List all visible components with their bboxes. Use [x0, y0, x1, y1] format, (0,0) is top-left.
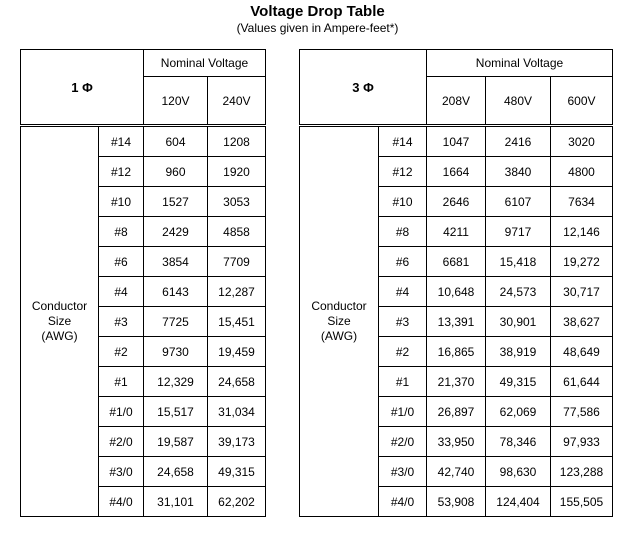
- conductor-size: #4/0: [379, 487, 427, 517]
- ampere-feet-value: 39,173: [208, 427, 266, 457]
- ampere-feet-value: 98,630: [486, 457, 551, 487]
- ampere-feet-value: 4800: [551, 157, 613, 187]
- ampere-feet-value: 960: [144, 157, 208, 187]
- ampere-feet-value: 30,717: [551, 277, 613, 307]
- conductor-size: #14: [379, 127, 427, 157]
- ampere-feet-value: 19,459: [208, 337, 266, 367]
- ampere-feet-value: 48,649: [551, 337, 613, 367]
- ampere-feet-value: 1920: [208, 157, 266, 187]
- ampere-feet-value: 6107: [486, 187, 551, 217]
- ampere-feet-value: 12,287: [208, 277, 266, 307]
- header-row: [21, 50, 266, 77]
- ampere-feet-value: 53,908: [427, 487, 486, 517]
- conductor-size: #8: [99, 217, 144, 247]
- ampere-feet-value: 3020: [551, 127, 613, 157]
- ampere-feet-value: 155,505: [551, 487, 613, 517]
- ampere-feet-value: 30,901: [486, 307, 551, 337]
- ampere-feet-value: 38,919: [486, 337, 551, 367]
- conductor-size: #2/0: [99, 427, 144, 457]
- ampere-feet-value: 604: [144, 127, 208, 157]
- ampere-feet-value: 24,658: [144, 457, 208, 487]
- ampere-feet-value: 49,315: [208, 457, 266, 487]
- three-phase-table: [299, 49, 613, 517]
- conductor-size: #4: [99, 277, 144, 307]
- ampere-feet-value: 123,288: [551, 457, 613, 487]
- phase-label: 3 Φ: [300, 50, 427, 125]
- ampere-feet-value: 7634: [551, 187, 613, 217]
- ampere-feet-value: 7709: [208, 247, 266, 277]
- conductor-size: #1/0: [99, 397, 144, 427]
- conductor-label-line: (AWG): [320, 329, 358, 343]
- conductor-label-line: Size: [47, 314, 72, 328]
- ampere-feet-value: 12,146: [551, 217, 613, 247]
- conductor-size: #4/0: [99, 487, 144, 517]
- conductor-size: #14: [99, 127, 144, 157]
- ampere-feet-value: 15,451: [208, 307, 266, 337]
- ampere-feet-value: 15,517: [144, 397, 208, 427]
- ampere-feet-value: 7725: [144, 307, 208, 337]
- header-row: [300, 50, 613, 77]
- ampere-feet-value: 1527: [144, 187, 208, 217]
- ampere-feet-value: 62,069: [486, 397, 551, 427]
- conductor-size: #3/0: [99, 457, 144, 487]
- ampere-feet-value: 24,658: [208, 367, 266, 397]
- page-title: Voltage Drop Table: [250, 3, 385, 20]
- ampere-feet-value: 33,950: [427, 427, 486, 457]
- conductor-size-label: [21, 127, 99, 517]
- conductor-label-line: (AWG): [41, 329, 78, 343]
- ampere-feet-value: 61,644: [551, 367, 613, 397]
- conductor-label-line: Conductor: [31, 299, 88, 313]
- table-row: [21, 127, 266, 157]
- conductor-size: #2: [99, 337, 144, 367]
- conductor-size: #3: [99, 307, 144, 337]
- conductor-size: #4: [379, 277, 427, 307]
- ampere-feet-value: 21,370: [427, 367, 486, 397]
- ampere-feet-value: 2646: [427, 187, 486, 217]
- ampere-feet-value: 16,865: [427, 337, 486, 367]
- ampere-feet-value: 124,404: [486, 487, 551, 517]
- single-phase-table: [20, 49, 266, 517]
- conductor-size: #8: [379, 217, 427, 247]
- voltage-header: 208V: [427, 77, 486, 125]
- ampere-feet-value: 62,202: [208, 487, 266, 517]
- ampere-feet-value: 10,648: [427, 277, 486, 307]
- ampere-feet-value: 31,101: [144, 487, 208, 517]
- ampere-feet-value: 12,329: [144, 367, 208, 397]
- conductor-size: #3: [379, 307, 427, 337]
- ampere-feet-value: 6143: [144, 277, 208, 307]
- three-phase-body: [300, 50, 613, 517]
- conductor-size: #2/0: [379, 427, 427, 457]
- ampere-feet-value: 9730: [144, 337, 208, 367]
- ampere-feet-value: 13,391: [427, 307, 486, 337]
- conductor-size: #2: [379, 337, 427, 367]
- ampere-feet-value: 2429: [144, 217, 208, 247]
- voltage-header: 240V: [208, 77, 266, 125]
- ampere-feet-value: 3854: [144, 247, 208, 277]
- ampere-feet-value: 15,418: [486, 247, 551, 277]
- ampere-feet-value: 78,346: [486, 427, 551, 457]
- phase-label: 1 Φ: [21, 50, 144, 125]
- voltage-header: 480V: [486, 77, 551, 125]
- single-phase-body: [21, 50, 266, 517]
- ampere-feet-value: 3053: [208, 187, 266, 217]
- conductor-size: #1: [379, 367, 427, 397]
- conductor-size: #10: [379, 187, 427, 217]
- conductor-label-line: Conductor: [311, 299, 367, 313]
- conductor-size: #6: [99, 247, 144, 277]
- ampere-feet-value: 26,897: [427, 397, 486, 427]
- conductor-size: #3/0: [379, 457, 427, 487]
- conductor-size: #12: [99, 157, 144, 187]
- ampere-feet-value: 4211: [427, 217, 486, 247]
- ampere-feet-value: 38,627: [551, 307, 613, 337]
- table-row: [300, 127, 613, 157]
- ampere-feet-value: 4858: [208, 217, 266, 247]
- ampere-feet-value: 1208: [208, 127, 266, 157]
- voltage-header: 120V: [144, 77, 208, 125]
- nominal-voltage-header: Nominal Voltage: [144, 50, 266, 77]
- ampere-feet-value: 31,034: [208, 397, 266, 427]
- ampere-feet-value: 19,587: [144, 427, 208, 457]
- conductor-size: #1: [99, 367, 144, 397]
- ampere-feet-value: 49,315: [486, 367, 551, 397]
- conductor-label-line: Size: [327, 314, 351, 328]
- conductor-size: #1/0: [379, 397, 427, 427]
- voltage-header: 600V: [551, 77, 613, 125]
- ampere-feet-value: 42,740: [427, 457, 486, 487]
- ampere-feet-value: 3840: [486, 157, 551, 187]
- nominal-voltage-header: Nominal Voltage: [427, 50, 613, 77]
- ampere-feet-value: 1664: [427, 157, 486, 187]
- ampere-feet-value: 1047: [427, 127, 486, 157]
- conductor-size-label: [300, 127, 379, 517]
- ampere-feet-value: 9717: [486, 217, 551, 247]
- conductor-size: #10: [99, 187, 144, 217]
- ampere-feet-value: 24,573: [486, 277, 551, 307]
- conductor-size: #12: [379, 157, 427, 187]
- ampere-feet-value: 19,272: [551, 247, 613, 277]
- ampere-feet-value: 97,933: [551, 427, 613, 457]
- page-subtitle: (Values given in Ampere-feet*): [236, 21, 399, 35]
- ampere-feet-value: 2416: [486, 127, 551, 157]
- ampere-feet-value: 77,586: [551, 397, 613, 427]
- conductor-size: #6: [379, 247, 427, 277]
- ampere-feet-value: 6681: [427, 247, 486, 277]
